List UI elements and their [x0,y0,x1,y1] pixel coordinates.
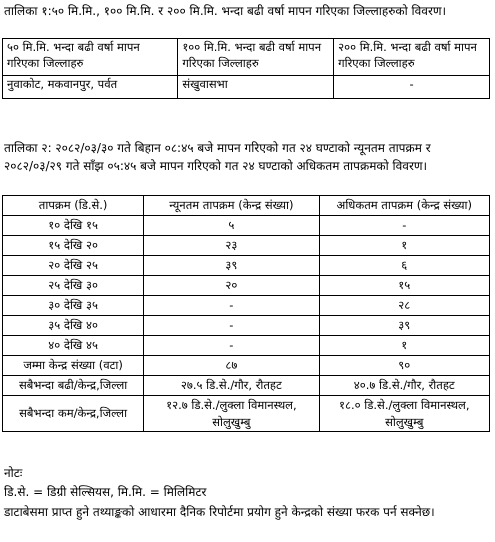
cell-50mm-districts: नुवाकोट, मकवानपुर, पर्वत [3,76,178,99]
table-row [3,236,490,256]
cell-100mm-districts: संखुवासभा [178,76,334,99]
min-count-cell: २३ [144,236,319,256]
table1-caption: तालिका १:५० मि.मि., १०० मि.मि. र २०० मि.मि. भन्दा बढी वर्षा मापन गरिएका जिल्लाहरुको विवरण। [4,4,447,18]
header-max-temperature: अधिकतम तापक्रम (केन्द्र संख्या) [319,196,489,216]
range-cell: १५ देखि २० [3,236,144,256]
table-row [3,76,490,99]
highest-max-cell: ४०.७ डि.से./गौर, रौतहट [319,376,489,396]
range-cell: ४० देखि ४५ [3,336,144,356]
total-row [3,356,490,376]
range-cell: ३५ देखि ४० [3,316,144,336]
range-cell: २० देखि २५ [3,256,144,276]
max-count-cell: १ [319,236,489,256]
table-header-row [3,39,490,76]
min-count-cell: २० [144,276,319,296]
highest-min-cell: २७.५ डि.से./गौर, रौतहट [144,376,319,396]
header-200mm: २०० मि.मि. भन्दा बढी वर्षा मापन गरिएका जिल्लाहरु [334,39,490,76]
notes-abbreviations: डि.से. = डिग्री सेल्सियस, मि.मि. = मिलिमिटर [4,485,207,499]
highest-label-cell: सबैभन्दा बढी/केन्द्र,जिल्ला [3,376,144,396]
cell-200mm-districts: - [334,76,490,99]
table-row [3,336,490,356]
header-50mm: ५० मि.मि. भन्दा बढी वर्षा मापन गरिएका जिल्लाहरु [3,39,178,76]
range-cell: ३० देखि ३५ [3,296,144,316]
notes-disclaimer: डाटाबेसमा प्राप्त हुने तथ्याङ्कको आधारमा दैनिक रिपोर्टमा प्रयोग हुने केन्द्रको संख्या फरक पर्न सक्नेछ। [4,505,435,519]
lowest-label-cell: सबैभन्दा कम/केन्द्र,जिल्ला [3,396,144,432]
total-label-cell: जम्मा केन्द्र संख्या (वटा) [3,356,144,376]
range-cell: २५ देखि ३० [3,276,144,296]
range-cell: १० देखि १५ [3,216,144,236]
lowest-max-cell: १८.० डि.से./लुक्ला विमानस्थल, सोलुखुम्बु [319,396,489,432]
table-row [3,296,490,316]
table-row [3,256,490,276]
table2-caption: तालिका २: २०८२/०३/३० गते बिहान ०८:४५ बजे मापन गरिएको गत २४ घण्टाको न्यूनतम तापक्रम र २०८२/०३/२९ गते साँझ ०५:४५ बजे मापन गरिएको गत २४ घण्टाको अधिकतम तापक्रमको विवरण। [4,141,431,173]
max-count-cell: ३९ [319,316,489,336]
table-row [3,316,490,336]
min-count-cell: - [144,296,319,316]
lowest-min-cell: १२.७ डि.से./लुक्ला विमानस्थल, सोलुखुम्बु [144,396,319,432]
header-100mm: १०० मि.मि. भन्दा बढी वर्षा मापन गरिएका जिल्लाहरु [178,39,334,76]
table-header-row [3,196,490,216]
temperature-table [2,195,490,432]
max-count-cell: - [319,216,489,236]
max-count-cell: १५ [319,276,489,296]
max-count-cell: ६ [319,256,489,276]
min-count-cell: ५ [144,216,319,236]
header-temperature-range: तापक्रम (डि.से.) [3,196,144,216]
notes-heading: नोटः [4,466,23,480]
table-row [3,216,490,236]
max-count-cell: १ [319,336,489,356]
lowest-row [3,396,490,432]
min-count-cell: ३९ [144,256,319,276]
header-min-temperature: न्यूनतम तापक्रम (केन्द्र संख्या) [144,196,319,216]
highest-row [3,376,490,396]
table-row [3,276,490,296]
max-total-cell: ९० [319,356,489,376]
min-count-cell: - [144,316,319,336]
min-total-cell: ८७ [144,356,319,376]
rainfall-districts-table [2,38,490,99]
max-count-cell: २८ [319,296,489,316]
min-count-cell: - [144,336,319,356]
